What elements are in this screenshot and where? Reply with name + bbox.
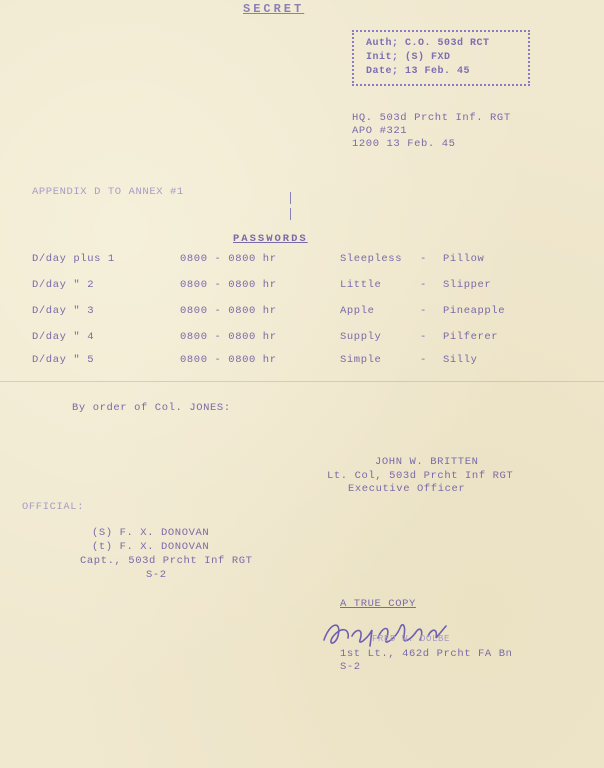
origin-unit: HQ. 503d Prcht Inf. RGT: [352, 112, 511, 124]
fold-line: [0, 381, 604, 382]
row-day: D/day " 4: [32, 331, 95, 343]
stamp-init-line: Init; (S) FXD: [366, 52, 451, 63]
row-challenge: Supply: [340, 331, 382, 343]
row-time: 0800 - 0800 hr: [180, 354, 277, 366]
margin-tick: [290, 192, 291, 204]
password-row: [0, 305, 604, 321]
true-copy-name: FRED W. DOLBE: [372, 634, 451, 644]
password-row: [0, 331, 604, 347]
signatory-name: JOHN W. BRITTEN: [375, 456, 479, 468]
password-row: [0, 354, 604, 370]
row-day: D/day " 3: [32, 305, 95, 317]
row-challenge: Simple: [340, 354, 382, 366]
row-reply: Silly: [443, 354, 478, 366]
origin-apo: APO #321: [352, 125, 408, 137]
row-time: 0800 - 0800 hr: [180, 331, 277, 343]
signatory-rank: Lt. Col, 503d Prcht Inf RGT: [327, 470, 514, 482]
true-copy-label: A TRUE COPY: [340, 598, 416, 610]
row-day: D/day plus 1: [32, 253, 115, 265]
official-signed: (S) F. X. DONOVAN: [92, 527, 210, 539]
official-rank: Capt., 503d Prcht Inf RGT: [80, 555, 253, 567]
row-challenge: Apple: [340, 305, 375, 317]
appendix-title: APPENDIX D TO ANNEX #1: [32, 186, 184, 198]
official-label: OFFICIAL:: [22, 501, 85, 513]
row-time: 0800 - 0800 hr: [180, 253, 277, 265]
origin-datetime: 1200 13 Feb. 45: [352, 138, 456, 150]
authentication-stamp: [352, 30, 530, 86]
margin-tick: [290, 208, 291, 220]
row-dash: -: [420, 354, 427, 366]
stamp-date-line: Date; 13 Feb. 45: [366, 66, 471, 77]
row-dash: -: [420, 279, 427, 291]
row-challenge: Sleepless: [340, 253, 403, 265]
row-reply: Pilferer: [443, 331, 499, 343]
row-day: D/day " 5: [32, 354, 95, 366]
row-time: 0800 - 0800 hr: [180, 305, 277, 317]
classification-heading: SECRET: [243, 2, 305, 16]
row-reply: Pillow: [443, 253, 485, 265]
row-dash: -: [420, 253, 427, 265]
official-office: S-2: [146, 569, 167, 581]
order-line: By order of Col. JONES:: [72, 402, 231, 414]
row-time: 0800 - 0800 hr: [180, 279, 277, 291]
true-copy-office: S-2: [340, 661, 361, 673]
stamp-auth-line: Auth; C.O. 503d RCT: [366, 38, 490, 49]
official-typed: (t) F. X. DONOVAN: [92, 541, 210, 553]
row-dash: -: [420, 305, 427, 317]
row-challenge: Little: [340, 279, 382, 291]
signatory-title: Executive Officer: [348, 483, 466, 495]
row-reply: Slipper: [443, 279, 492, 291]
true-copy-rank: 1st Lt., 462d Prcht FA Bn: [340, 648, 513, 660]
password-row: [0, 253, 604, 269]
password-row: [0, 279, 604, 295]
row-dash: -: [420, 331, 427, 343]
row-reply: Pineapple: [443, 305, 506, 317]
row-day: D/day " 2: [32, 279, 95, 291]
passwords-header: PASSWORDS: [233, 233, 308, 245]
